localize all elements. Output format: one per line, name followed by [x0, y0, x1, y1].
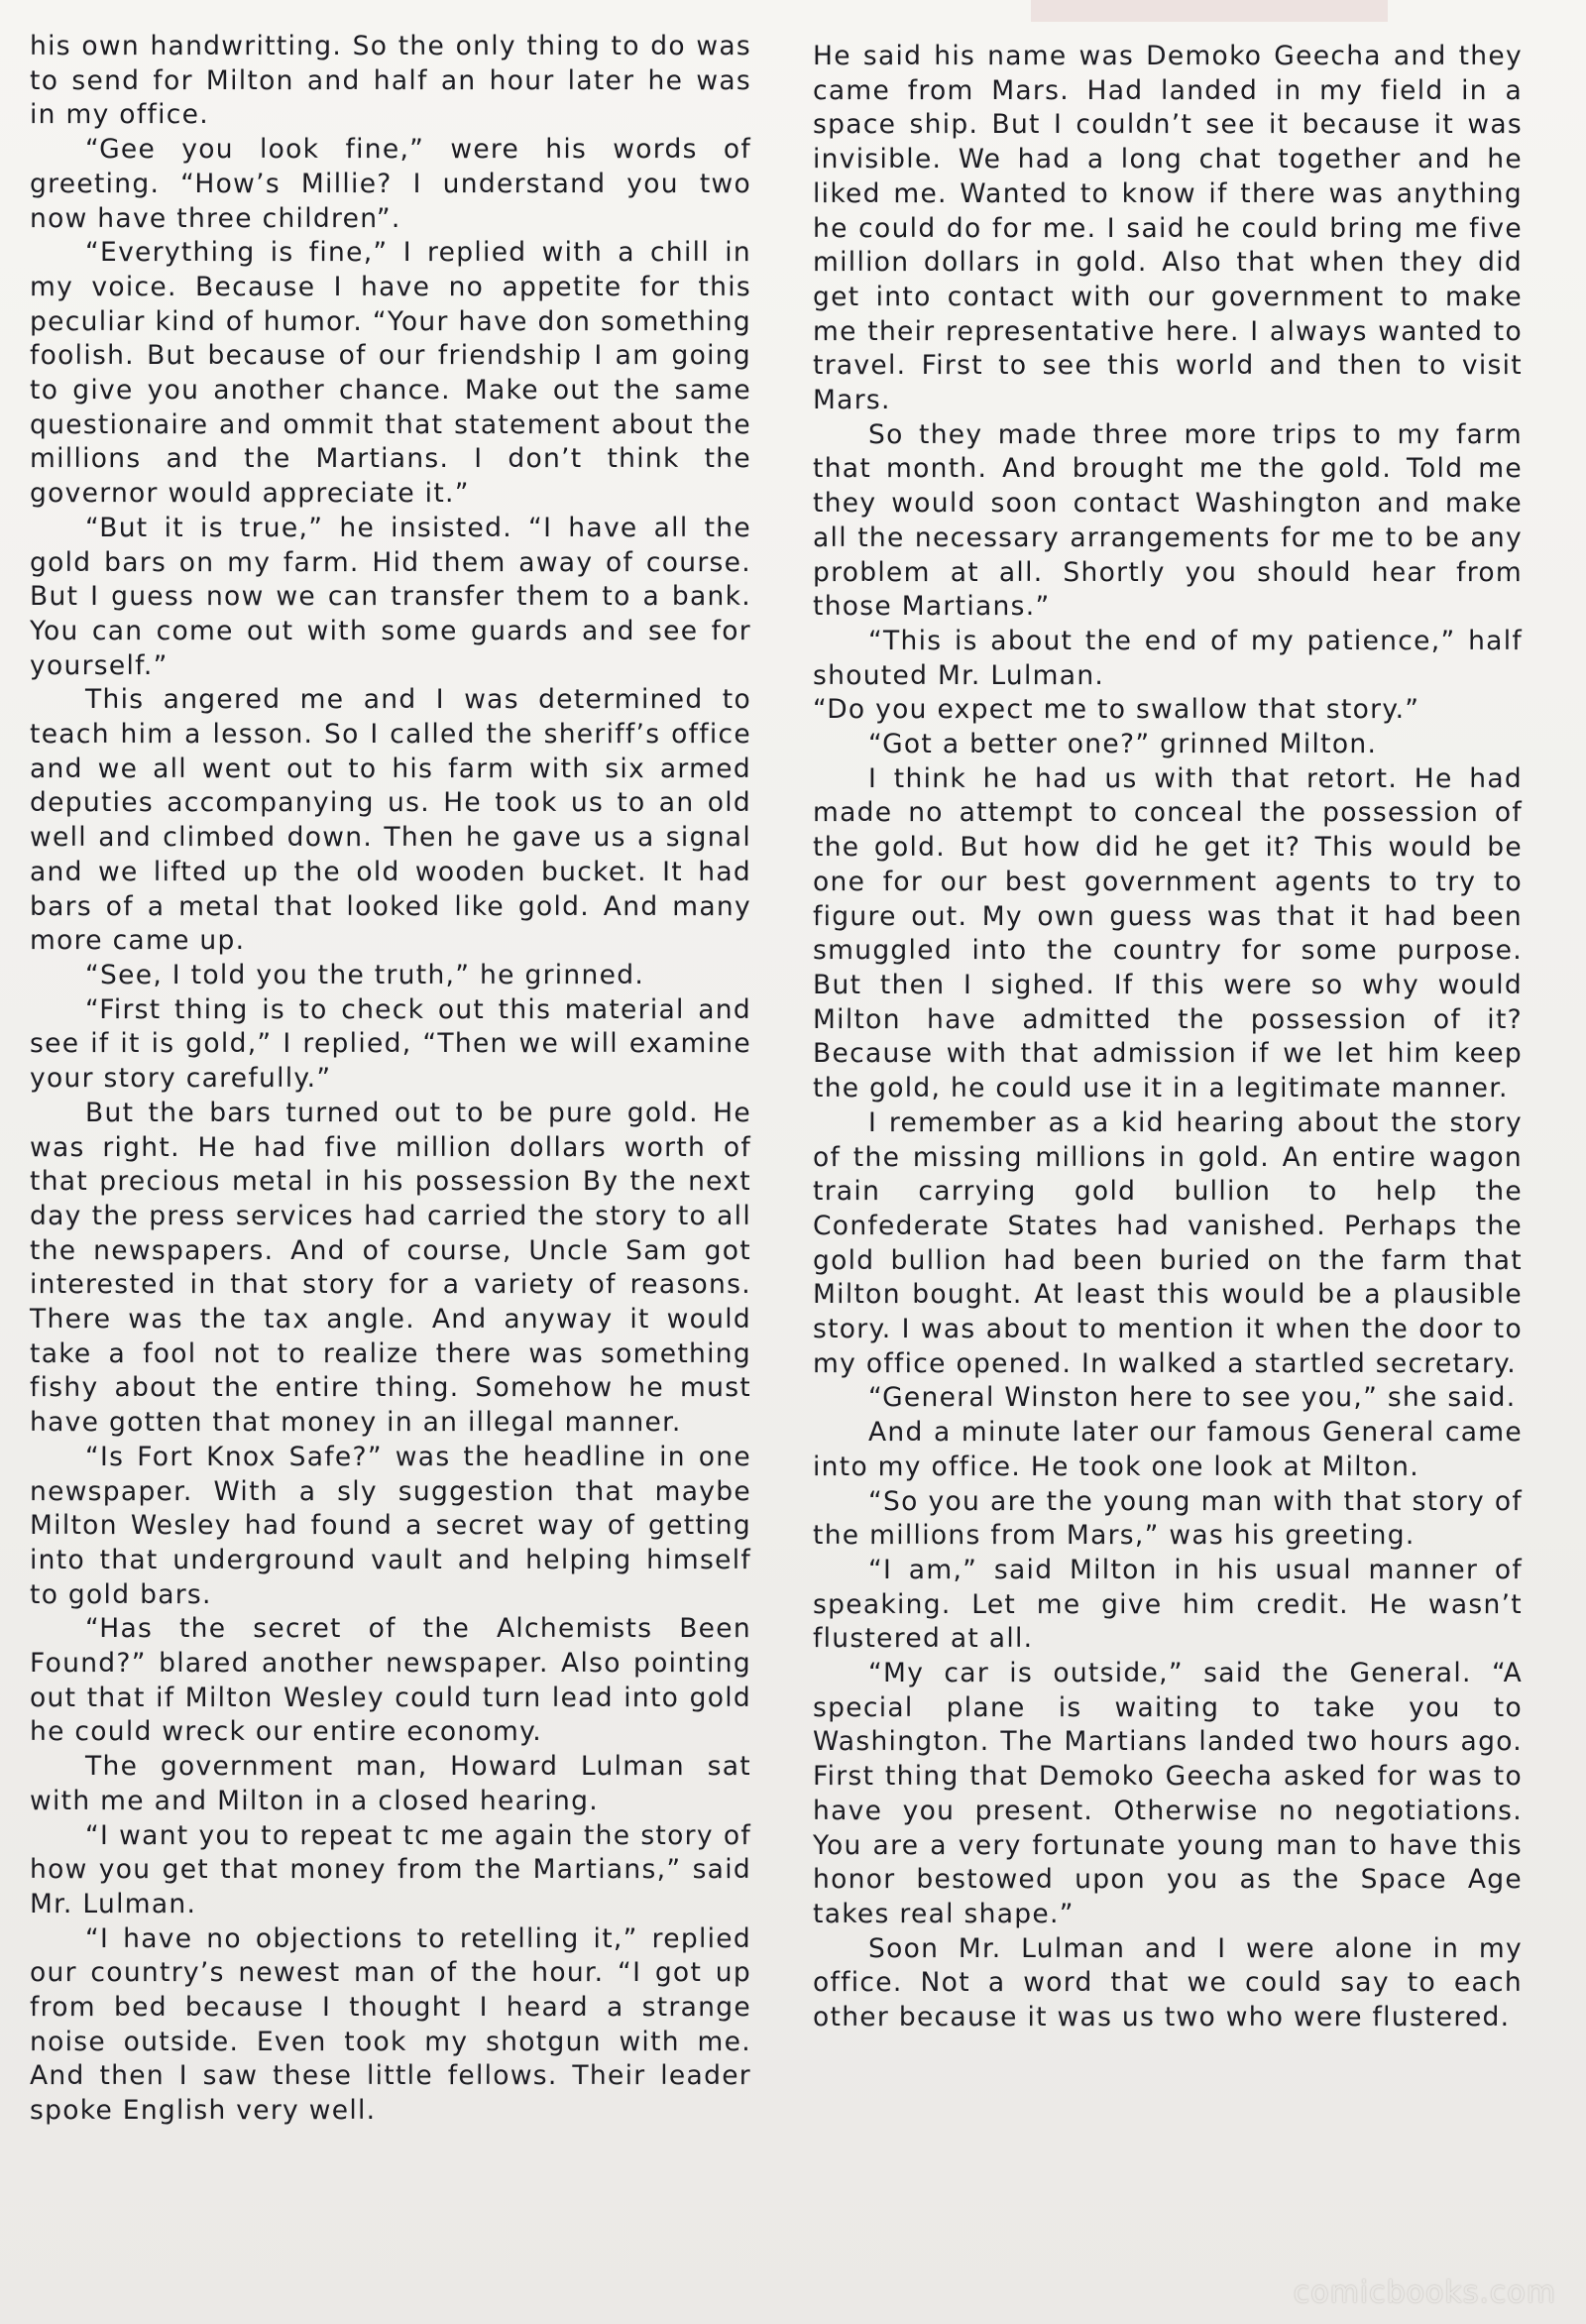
paragraph: But the bars turned out to be pure gold. He was right. He had five million dollars worth of that precious metal in his possession By the next day the press services had carried the story to all the newspapers. And of course, Uncle Sam got interested in that story for a variety of reasons. There was the tax angle. And anyway it would take a fool not to realize there was something fishy about the entire thing. Somehow he must have gotten that money in an illegal manner. [30, 1097, 751, 1439]
page-edge-tint [1031, 0, 1388, 22]
paragraph: “First thing is to check out this material and see if it is gold,” I replied, “Then we will examine your story carefully.” [30, 993, 751, 1095]
paragraph: “So you are the young man with that story of the millions from Mars,” was his greeting. [813, 1485, 1523, 1552]
right-text-column [813, 40, 1523, 2035]
paragraph: “Do you expect me to swallow that story.” [813, 694, 1420, 726]
paragraph: “See, I told you the truth,” he grinned. [85, 959, 645, 990]
watermark-text: comicbooks.com [1293, 2275, 1556, 2310]
paragraph: “But it is true,” he insisted. “I have all the gold bars on my farm. Hid them away of course. But I guess now we can transfer them to a bank. You can come out with some guards and see for yourself.” [30, 512, 751, 681]
paragraph: I think he had us with that retort. He had made no attempt to conceal the possession of the gold. But how did he get it? This would be one for our best government agents to try to figure out. My own guess was that it had been smuggled into the country for some purpose. But then I sighed. If this were so why would Milton have admitted the possession of it? Because with that admission if we let him keep the gold, he could use it in a legitimate manner. [813, 762, 1523, 1104]
paragraph: This angered me and I was determined to teach him a lesson. So I called the sheriff’s office and we all went out to his farm with six armed deputies accompanying us. He took us to an old well and climbed down. Then he gave us a signal and we lifted up the old wooden bucket. It had bars of a metal that looked like gold. And many more came up. [30, 684, 751, 957]
paragraph: And a minute later our famous General came into my office. He took one look at Milton. [813, 1417, 1523, 1482]
paragraph: Soon Mr. Lulman and I were alone in my office. Not a word that we could say to each other because it was us two who were flustered. [813, 1932, 1523, 2034]
paragraph: So they made three more trips to my farm that month. And brought me the gold. Told me they would soon contact Washington and make all the necessary arrangements for me to be any problem at all. Shortly you should hear from those Martians.” [813, 418, 1523, 623]
paragraph: “I am,” said Milton in his usual manner of speaking. Let me give him credit. He wasn’t flustered at all. [813, 1554, 1523, 1655]
paragraph: He said his name was Demoko Geecha and they came from Mars. Had landed in my field in a space ship. But I couldn’t see it because it was invisible. We had a long chat together and he liked me. Wanted to know if there was anything he could do for me. I said he could bring me five million dollars in gold. Also that when they did get into contact with our government to make me their representative here. I always wanted to travel. First to see this world and then to visit Mars. [813, 41, 1523, 416]
paragraph: “General Winston here to see you,” she said. [868, 1382, 1517, 1414]
paragraph: “Gee you look fine,” were his words of greeting. “How’s Millie? I understand you two now have three children”. [30, 134, 751, 234]
paragraph: “This is about the end of my patience,” half shouted Mr. Lulman. [813, 625, 1523, 691]
paragraph: “Is Fort Knox Safe?” was the headline in one newspaper. With a sly suggestion that maybe Milton Wesley had found a secret way of getting into that underground vault and helping himself to gold bars. [30, 1441, 751, 1610]
paragraph: “I have no objections to retelling it,” replied our country’s newest man of the hour. “I got up from bed because I thought I heard a strange noise outside. Even took my shotgun with me. And then I saw these little fellows. Their leader spoke English very well. [30, 1922, 751, 2127]
paragraph: “My car is outside,” said the General. “A special plane is waiting to take you to Washington. The Martians landed two hours ago. First thing that Demoko Geecha asked for was to have you present. Otherwise no negotiations. You are a very fortunate young man to have this honor bestowed upon you as the Space Age takes real shape.” [813, 1658, 1523, 1929]
left-text-column [30, 30, 751, 2129]
paragraph: I remember as a kid hearing about the story of the missing millions in gold. An entire wagon train carrying gold bullion to help the Confederate States had vanished. Perhaps the gold bullion had been buried on the farm that Milton bought. At least this would be a plausible story. I was about to mention it when the door to my office opened. In walked a startled secretary. [813, 1106, 1523, 1379]
paragraph: his own handwritting. So the only thing to do was to send for Milton and half an hour later he was in my office. [30, 31, 751, 131]
paragraph: “Everything is fine,” I replied with a chill in my voice. Because I have no appetite for this peculiar kind of humor. “Your have don something foolish. But because of our friendship I am going to give you another chance. Make out the same questionaire and ommit that statement about the millions and the Martians. I don’t think the governor would appreciate it.” [30, 237, 751, 510]
paragraph: “Has the secret of the Alchemists Been Found?” blared another newspaper. Also pointing out that if Milton Wesley could turn lead into gold he could wreck our entire economy. [30, 1613, 751, 1748]
paragraph: “I want you to repeat tc me again the story of how you get that money from the Martians,” said Mr. Lulman. [30, 1819, 751, 1919]
paragraph: “Got a better one?” grinned Milton. [868, 729, 1378, 760]
paragraph: The government man, Howard Lulman sat with me and Milton in a closed hearing. [30, 1751, 751, 1816]
